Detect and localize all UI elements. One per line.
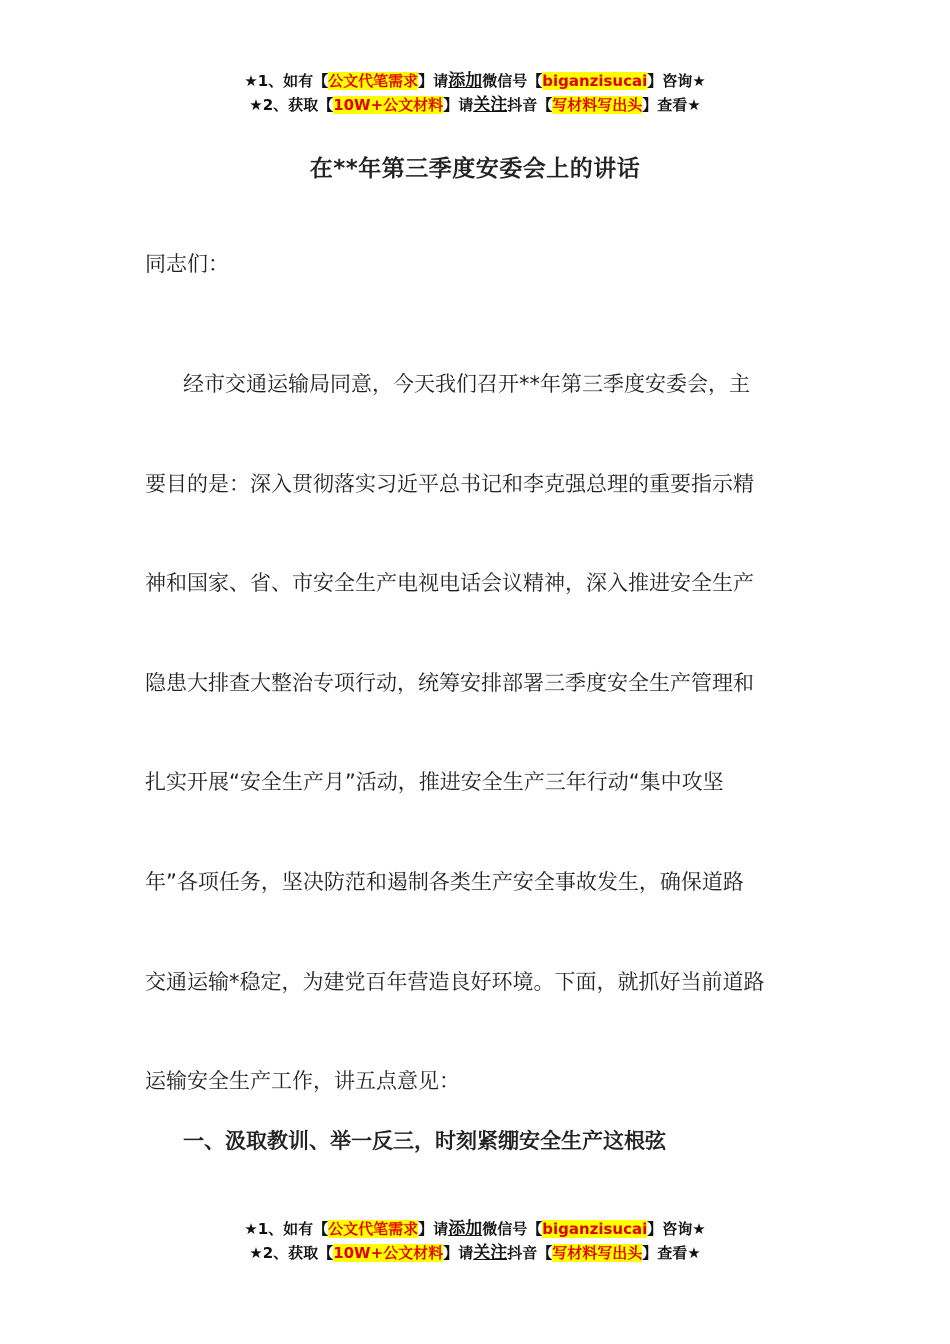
paragraph-line: 扎实开展“安全生产月”活动，推进安全生产三年行动“集中攻坚 xyxy=(145,770,724,795)
highlight-materials: 10W+公文材料 xyxy=(333,96,444,114)
highlight-wechat-id: biganzisucai xyxy=(542,72,648,90)
highlight-service: 公文代笔需求 xyxy=(328,72,419,90)
highlight-service: 公文代笔需求 xyxy=(328,1220,419,1238)
promo-line-1: ★1、如有【公文代笔需求】请添加微信号【biganzisucai】咨询★ xyxy=(244,71,706,91)
greeting: 同志们： xyxy=(145,252,229,276)
highlight-wechat-id: biganzisucai xyxy=(542,1220,648,1238)
paragraph-line: 神和国家、省、市安全生产电视电话会议精神，深入推进安全生产 xyxy=(145,571,754,596)
paragraph-line: 交通运输*稳定，为建党百年营造良好环境。下面，就抓好当前道路 xyxy=(145,969,765,994)
highlight-materials: 10W+公文材料 xyxy=(333,1244,444,1262)
paragraph-line: 隐患大排查大整治专项行动，统筹安排部署三季度安全生产管理和 xyxy=(145,670,754,695)
highlight-douyin-id: 写材料写出头 xyxy=(552,96,643,114)
section-heading-1: 一、汲取教训、举一反三，时刻紧绷安全生产这根弦 xyxy=(183,1129,666,1153)
promo-line-2: ★2、获取【10W+公文材料】请关注抖音【写材料写出头】查看★ xyxy=(249,1243,701,1263)
promo-line-1: ★1、如有【公文代笔需求】请添加微信号【biganzisucai】咨询★ xyxy=(244,1219,706,1239)
highlight-douyin-id: 写材料写出头 xyxy=(552,1244,643,1262)
paragraph-line: 要目的是：深入贯彻落实习近平总书记和李克强总理的重要指示精 xyxy=(145,471,754,496)
paragraph-line: 经市交通运输局同意，今天我们召开**年第三季度安委会，主 xyxy=(183,372,750,396)
promo-line-2: ★2、获取【10W+公文材料】请关注抖音【写材料写出头】查看★ xyxy=(249,95,701,115)
promo-banner-top xyxy=(0,69,950,117)
promo-banner-bottom xyxy=(0,1217,950,1265)
paragraph-line: 年”各项任务，坚决防范和遏制各类生产安全事故发生，确保道路 xyxy=(145,869,744,894)
document-title: 在**年第三季度安委会上的讲话 xyxy=(309,156,641,182)
body-paragraph xyxy=(145,335,810,1132)
paragraph-line: 运输安全生产工作，讲五点意见： xyxy=(145,1069,460,1094)
